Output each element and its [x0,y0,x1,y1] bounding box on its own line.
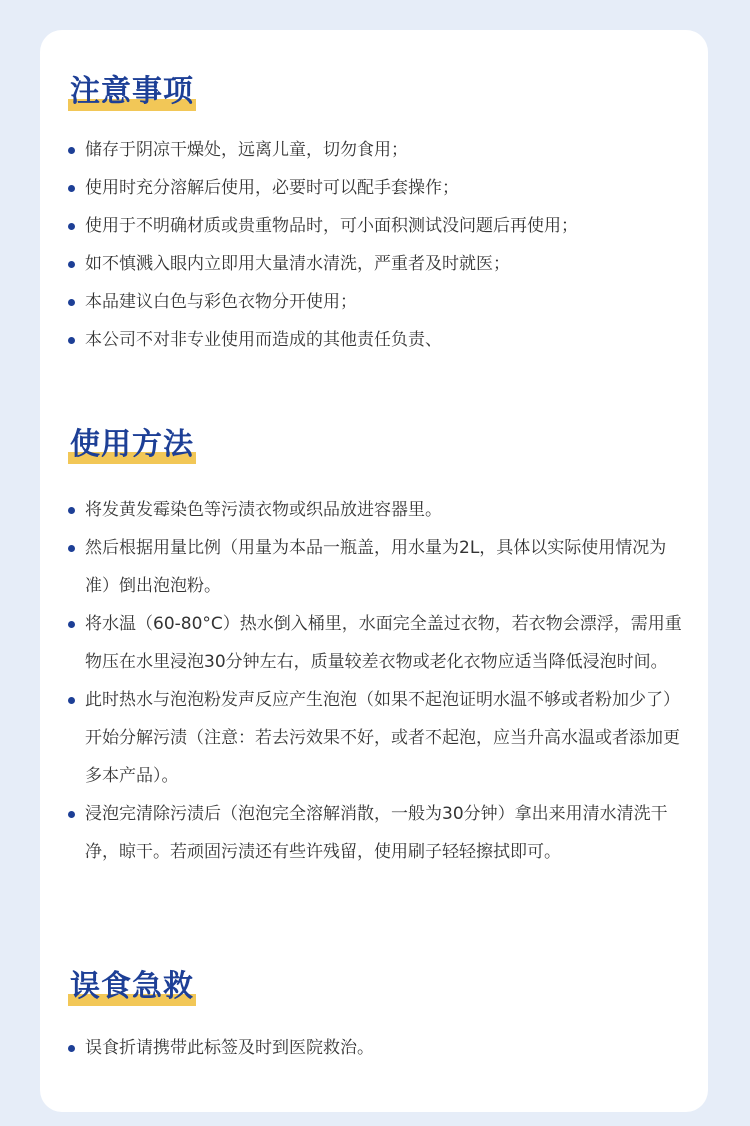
list-item: 将水温（60-80°C）热水倒入桶里，水面完全盖过衣物，若衣物会漂浮，需用重物压在水里浸泡30分钟左右，质量较差衣物或老化衣物应适当降低浸泡时间。 [68,605,688,681]
list-item: 此时热水与泡泡粉发声反应产生泡泡（如果不起泡证明水温不够或者粉加少了）开始分解污渍（注意：若去污效果不好，或者不起泡，应当升高水温或者添加更多本产品）。 [68,681,688,795]
bullet-icon [68,811,75,818]
section-first-aid [68,967,688,1067]
list-item: 然后根据用量比例（用量为本品一瓶盖，用水量为2L，具体以实际使用情况为准）倒出泡泡粉。 [68,529,688,605]
list-item: 误食折请携带此标签及时到医院救治。 [68,1029,688,1067]
list-item: 本品建议白色与彩色衣物分开使用； [68,283,688,321]
bullet-icon [68,545,75,552]
list-item: 使用于不明确材质或贵重物品时，可小面积测试没问题后再使用； [68,207,688,245]
list-item: 如不慎溅入眼内立即用大量清水清洗，严重者及时就医； [68,245,688,283]
bullet-icon [68,185,75,192]
section-title: 注意事项 [70,74,194,109]
content-card [40,30,708,1112]
list-item: 将发黄发霉染色等污渍衣物或织品放进容器里。 [68,491,688,529]
bullet-icon [68,147,75,154]
bullet-list [68,131,688,359]
bullet-icon [68,261,75,268]
bullet-icon [68,1045,75,1052]
section-title: 使用方法 [70,427,194,462]
list-item: 本公司不对非专业使用而造成的其他责任负责、 [68,321,688,359]
bullet-list [68,491,688,871]
bullet-icon [68,223,75,230]
bullet-icon [68,507,75,514]
bullet-icon [68,337,75,344]
section-precautions [68,72,688,359]
bullet-icon [68,697,75,704]
list-item: 浸泡完清除污渍后（泡泡完全溶解消散，一般为30分钟）拿出来用清水清洗干净，晾干。若顽固污渍还有些许残留，使用刷子轻轻擦拭即可。 [68,795,688,871]
bullet-list [68,1029,688,1067]
list-item: 使用时充分溶解后使用，必要时可以配手套操作； [68,169,688,207]
section-title: 误食急救 [70,969,194,1004]
list-item: 储存于阴凉干燥处，远离儿童，切勿食用； [68,131,688,169]
section-instructions [68,425,688,871]
bullet-icon [68,621,75,628]
bullet-icon [68,299,75,306]
